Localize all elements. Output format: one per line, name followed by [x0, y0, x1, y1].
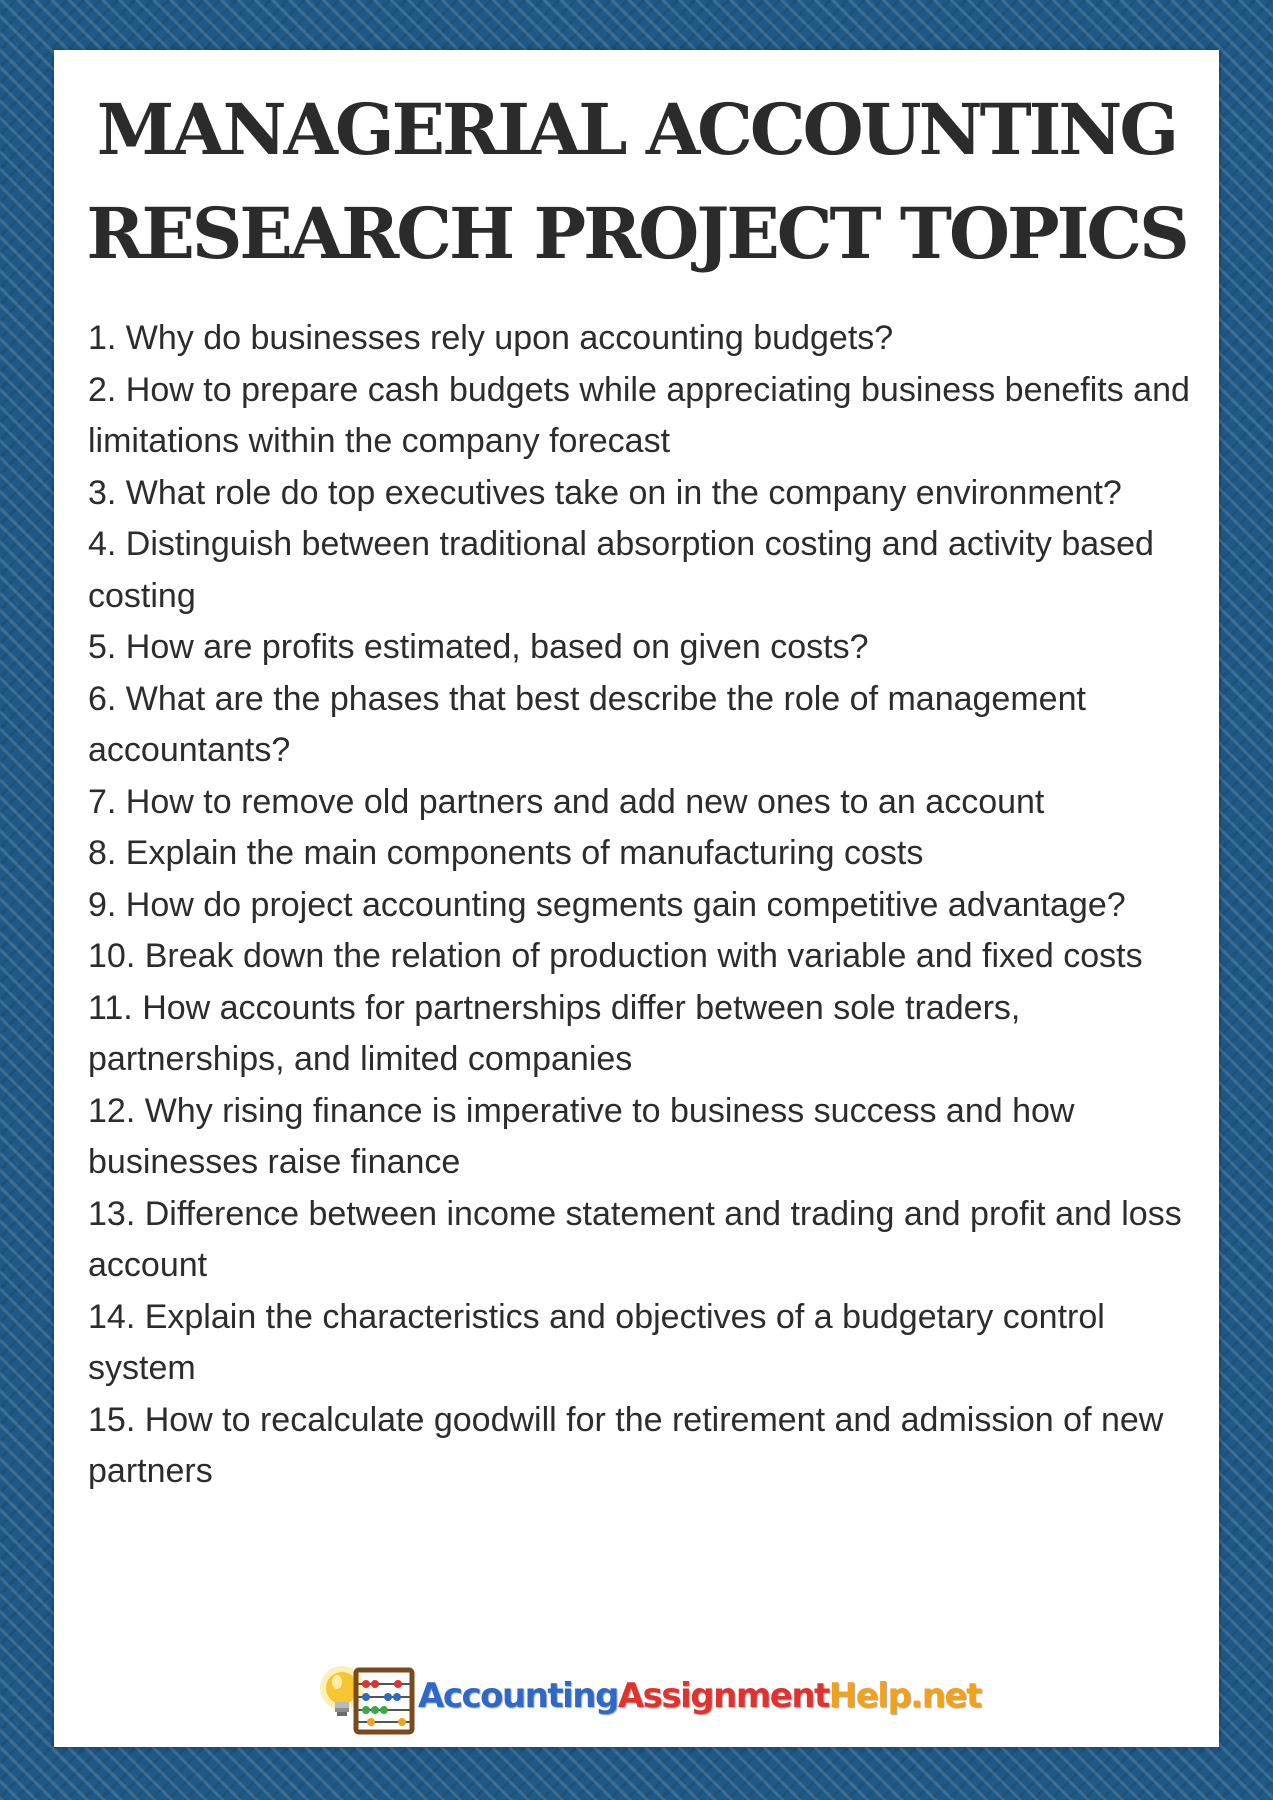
- topic-item: 10. Break down the relation of production with variable and fixed costs: [88, 937, 1143, 975]
- logo-text-part-2: Assignment: [617, 1676, 829, 1716]
- topic-item: 6. What are the phases that best describe the role of management accountants?: [88, 679, 1086, 769]
- topic-item: 11. How accounts for partnerships differ between sole traders, partnerships, and limited companies: [88, 988, 1021, 1078]
- brand-logo: [316, 1662, 981, 1738]
- topic-list: [88, 313, 1198, 1498]
- topic-item: 8. Explain the main components of manufacturing costs: [88, 834, 924, 872]
- lightbulb-abacus-icon: [316, 1662, 420, 1738]
- page-title: [54, 78, 1219, 286]
- logo-text-part-3: Help.net: [828, 1676, 981, 1716]
- topic-item: 3. What role do top executives take on in the company environment?: [88, 473, 1122, 512]
- brand-logo-text: [418, 1676, 981, 1716]
- logo-text-part-1: Accounting: [418, 1676, 618, 1716]
- topic-item: 15. How to recalculate goodwill for the retirement and admission of new partners: [88, 1400, 1164, 1490]
- topic-item: 4. Distinguish between traditional absorption costing and activity based costing: [88, 525, 1154, 615]
- topic-item: 9. How do project accounting segments gain competitive advantage?: [88, 885, 1126, 924]
- topic-item: 14. Explain the characteristics and objectives of a budgetary control system: [88, 1297, 1105, 1387]
- topic-item: 5. How are profits estimated, based on given costs?: [88, 628, 869, 666]
- topic-item: 7. How to remove old partners and add new ones to an account: [88, 782, 1045, 821]
- poster-card: [54, 50, 1219, 1747]
- topic-item: 2. How to prepare cash budgets while appreciating business benefits and limitations within the company forecast: [88, 370, 1190, 460]
- topic-item: 12. Why rising finance is imperative to business success and how businesses raise finance: [88, 1091, 1075, 1181]
- title-line-2: RESEARCH PROJECT TOPICS: [86, 192, 1187, 275]
- title-line-1: MANAGERIAL ACCOUNTING: [96, 88, 1177, 171]
- topic-item: 13. Difference between income statement and trading and profit and loss account: [88, 1194, 1182, 1284]
- topic-item: 1. Why do businesses rely upon accounting budgets?: [88, 319, 894, 357]
